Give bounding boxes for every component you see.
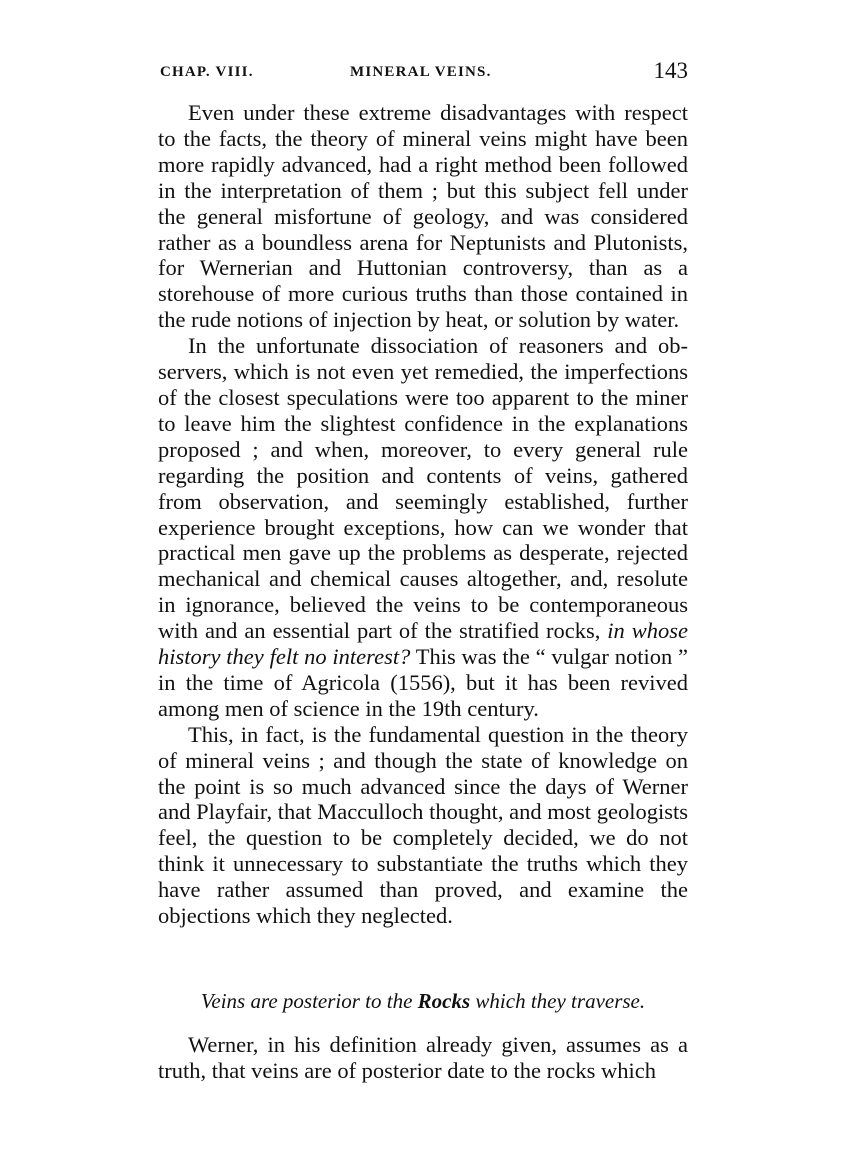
- paragraph: Werner, in his definition already given, assumes as a truth, that veins are of posterior date to the rocks which: [158, 1032, 688, 1083]
- heading-part: which they traverse.: [470, 989, 646, 1013]
- paragraph-text: In the unfortunate dissociation of reasoners and observers, which is not even yet remedied, the imperfections of the closest speculations were too apparent to the miner to leave him the slightest confidence in the explanations proposed ; and when, moreover, to every general rule regarding the position and contents of veins, gathered from observation, and seemingly established, further experience brought exceptions, how can we wonder that practical men gave up the problems as desperate, rejected mechanical and chemical causes altogether, and, resolute in ignorance, believed the veins to be contemporaneous with and an essential part of the stratified rocks,: [158, 333, 688, 644]
- running-title: MINERAL VEINS.: [350, 64, 492, 80]
- paragraph: [158, 333, 688, 722]
- heading-part: Veins are posterior to the: [200, 989, 418, 1013]
- paragraph-text: This was the “ vulgar notion ” in the time of Agricola (1556), but it has been revived among men of science in the 19th century.: [158, 644, 689, 721]
- section-heading: [158, 988, 688, 1014]
- chapter-label: CHAP. VIII.: [160, 64, 254, 80]
- heading-emphasis: Rocks: [417, 989, 471, 1013]
- paragraph: This, in fact, is the fundamental question in the theory of mineral veins ; and though the state of knowledge on the point is so much advanced since the days of Werner and Playfair, that Macculloch thought, and most geologists feel, the question to be completely decided, we do not think it unnecessary to substantiate the truths which they have rather assumed than proved, and examine the objections which they neglected.: [158, 721, 688, 929]
- running-header: [160, 58, 688, 90]
- italic-phrase: in whose history they felt no interest?: [158, 618, 688, 670]
- body-text-continued: [158, 1032, 688, 1084]
- paragraph: Even under these extreme disadvantages with respect to the facts, the theory of mineral veins might have been more rapidly advanced, had a right method been followed in the interpretation of them ; but this subject fell under the general misfortune of geology, and was considered rather as a boundless arena for Neptunists and Plutonists, for Wernerian and Huttonian controversy, than as a storehouse of more curious truths than those contained in the rude notions of injection by heat, or solution by water.: [158, 100, 688, 333]
- page-number: 143: [653, 58, 688, 83]
- body-text: [158, 100, 688, 929]
